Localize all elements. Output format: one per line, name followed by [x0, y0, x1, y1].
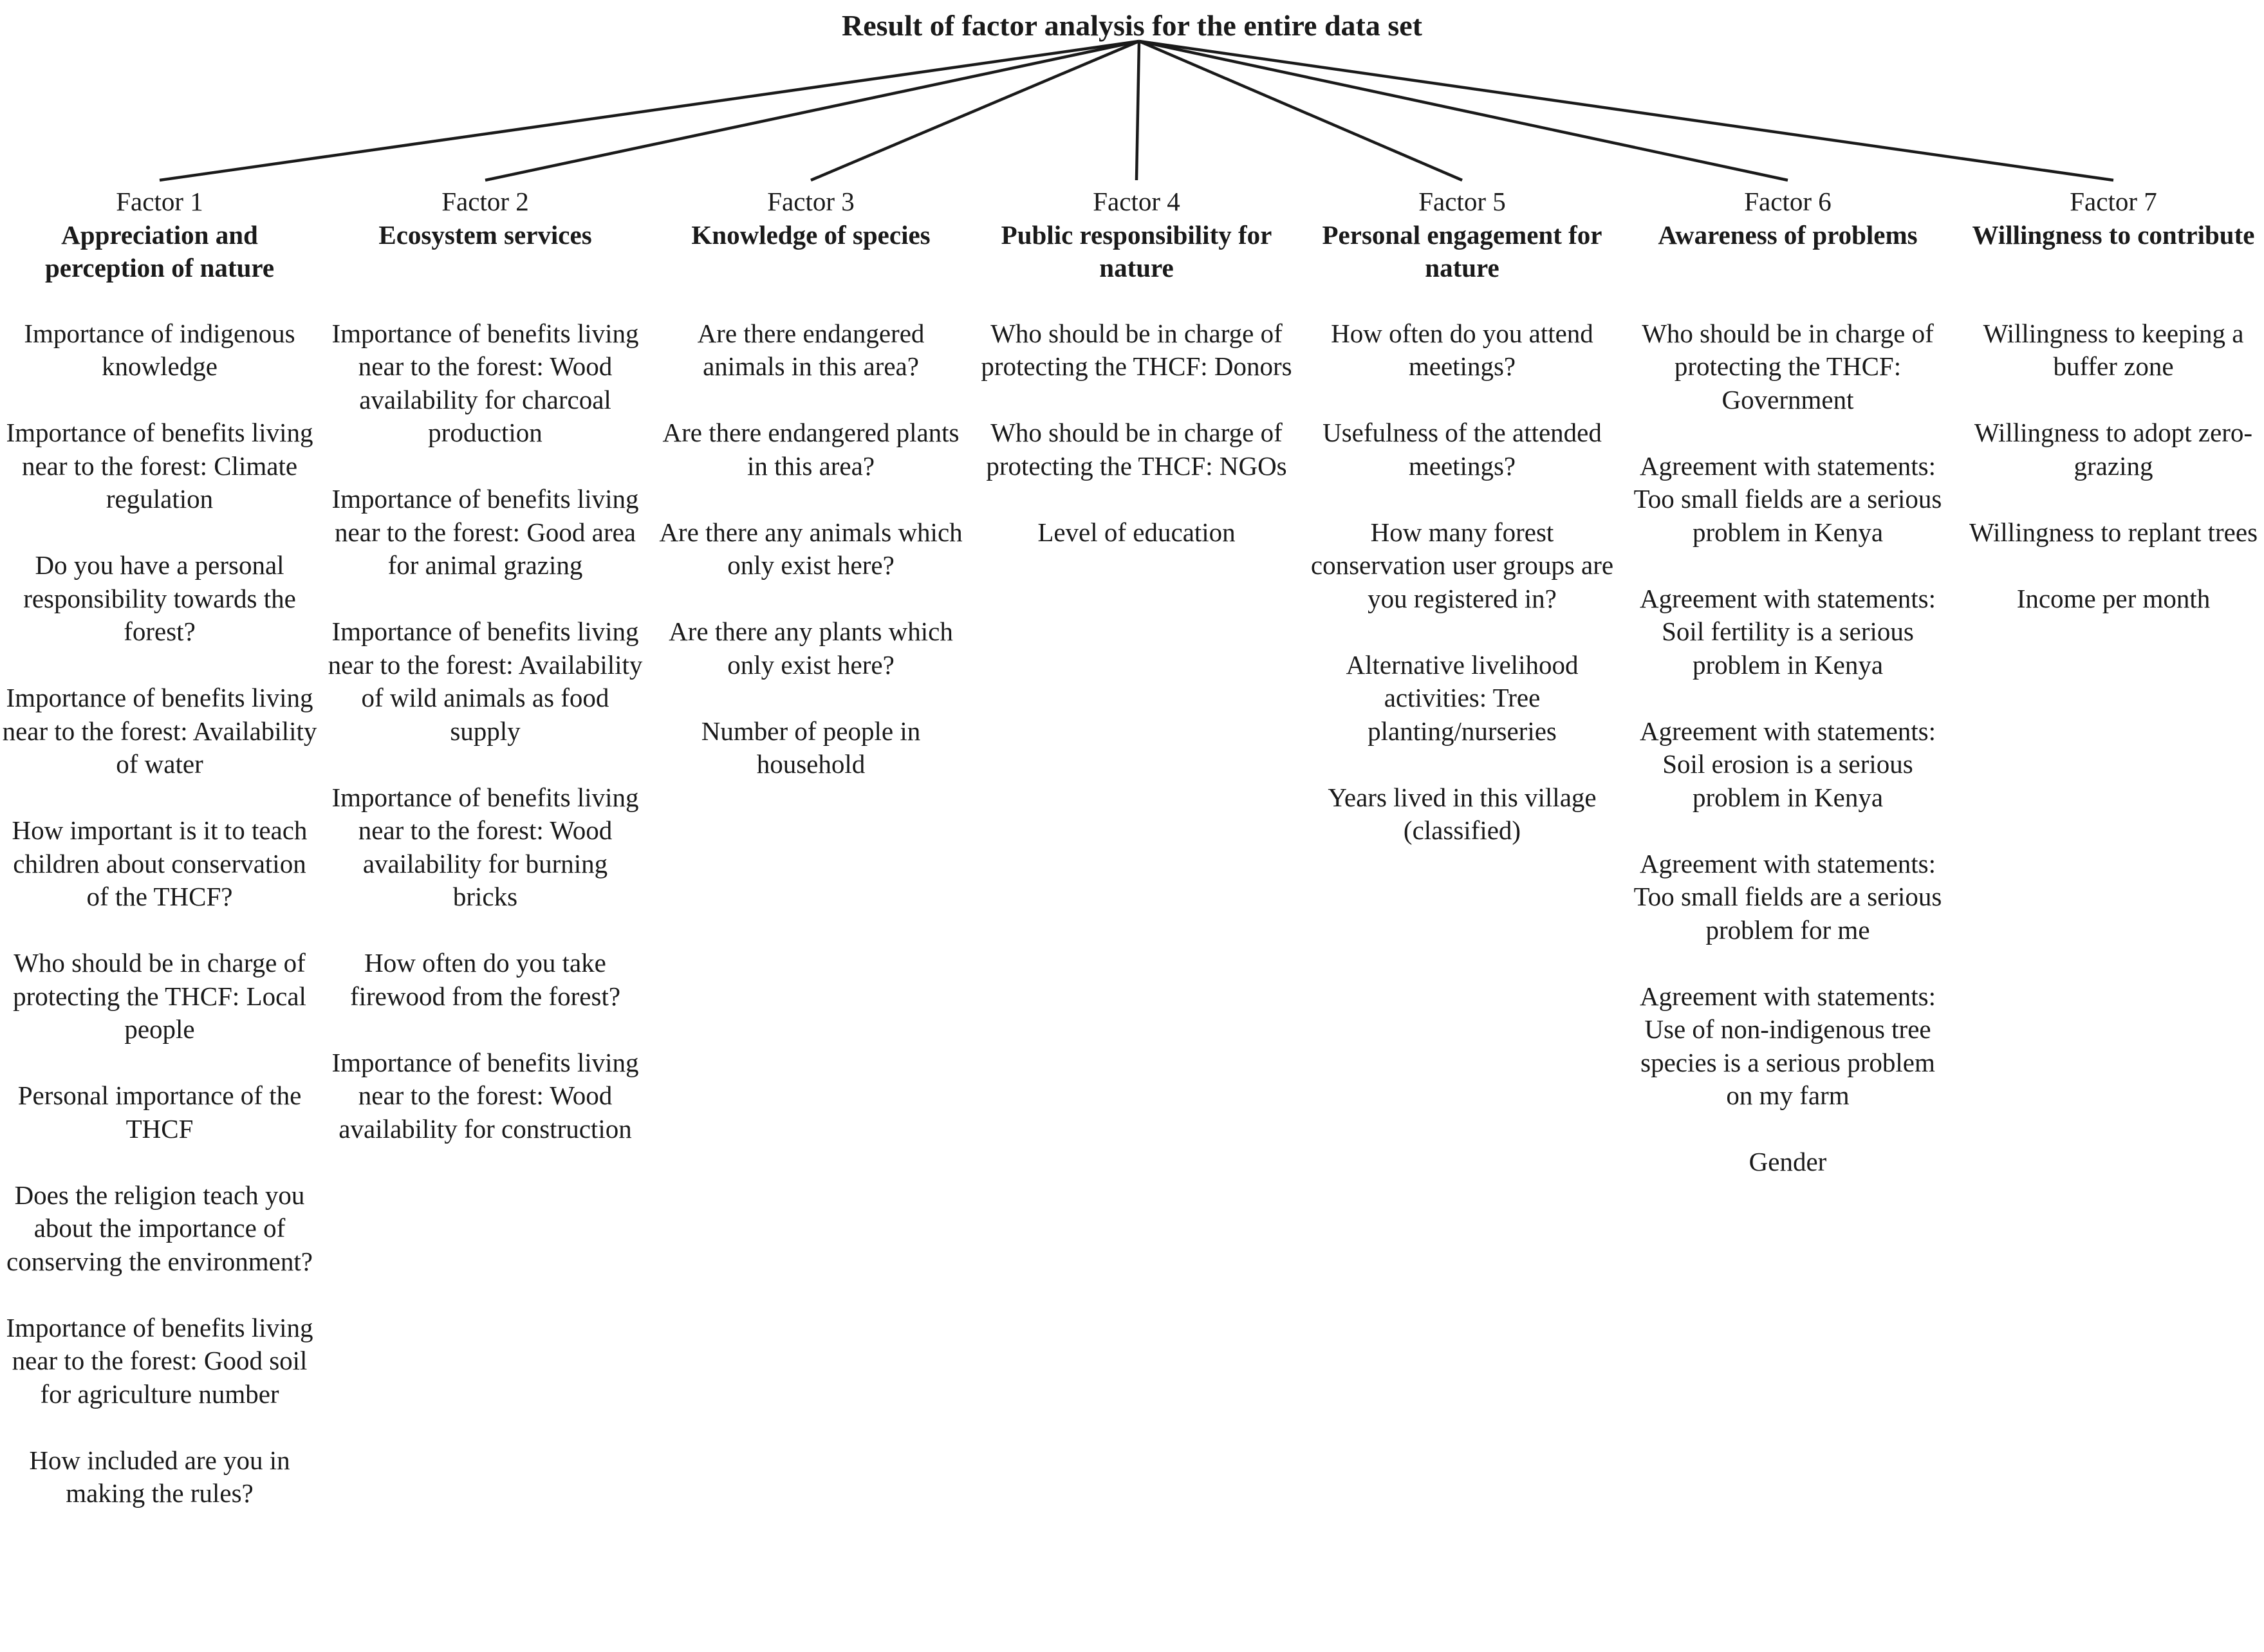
factor-item-list	[653, 317, 969, 781]
factor-item-list	[1304, 317, 1620, 848]
factor-item-list	[1956, 317, 2264, 616]
factor-item: Who should be in charge of protecting the THCF: Government	[1642, 318, 1934, 414]
factor-item: How many forest conservation user groups are you registered in?	[1310, 517, 1614, 613]
factor-item: Does the religion teach you about the importance of conserving the environment?	[6, 1180, 313, 1276]
factor-column-3	[653, 185, 969, 814]
factor-label: Factor 7	[2070, 187, 2157, 216]
factor-item: Gender	[1749, 1147, 1827, 1176]
factor-item: Willingness to keeping a buffer zone	[1983, 318, 2244, 381]
connector-line-factor-4	[1137, 41, 1139, 180]
factor-item: Years lived in this village (classified)	[1328, 782, 1597, 845]
factor-label: Factor 5	[1418, 187, 1506, 216]
factor-item: Usefulness of the attended meetings?	[1322, 418, 1602, 481]
factor-column-1	[2, 185, 317, 1543]
factor-item-list	[2, 317, 317, 1510]
factor-item: Do you have a personal responsibility towards the forest?	[23, 550, 296, 646]
factor-name: Awareness of problems	[1658, 219, 1918, 250]
factor-item-list	[328, 317, 643, 1146]
factor-item: Agreement with statements: Too small fields are a serious problem in Kenya	[1633, 450, 1942, 547]
factor-name: Appreciation and perception of nature	[44, 219, 275, 283]
factor-item: Who should be in charge of protecting the THCF: Local people	[13, 948, 306, 1044]
connector-line-factor-5	[1139, 41, 1462, 180]
factor-item: How often do you attend meetings?	[1331, 318, 1593, 381]
factor-item: Importance of benefits living near to the forest: Good area for animal grazing	[331, 484, 639, 580]
factor-column-5	[1304, 185, 1620, 880]
connector-line-factor-7	[1139, 41, 2113, 180]
connector-line-factor-3	[811, 41, 1139, 180]
factor-item: Level of education	[1037, 517, 1236, 547]
factor-label: Factor 4	[1093, 187, 1180, 216]
factor-item: Agreement with statements: Soil erosion is a serious problem in Kenya	[1640, 716, 1936, 812]
factor-item: Importance of benefits living near to the forest: Wood availability for charcoal production	[331, 318, 639, 447]
factor-item: Are there endangered plants in this area?	[662, 418, 960, 481]
factor-label: Factor 6	[1744, 187, 1832, 216]
factor-label: Factor 3	[767, 187, 855, 216]
factor-item: How important is it to teach children about conservation of the THCF?	[12, 815, 308, 911]
factor-item: Willingness to adopt zero-grazing	[1974, 418, 2253, 481]
factor-item: Are there any plants which only exist here?	[669, 617, 953, 680]
factor-item: Importance of indigenous knowledge	[24, 318, 295, 381]
factor-item: Agreement with statements: Soil fertility is a serious problem in Kenya	[1640, 583, 1936, 680]
factor-column-7	[1956, 185, 2264, 649]
factor-item: How included are you in making the rules?	[29, 1445, 290, 1508]
factor-item: Agreement with statements: Use of non-indigenous tree species is a serious problem on my farm	[1640, 981, 1936, 1110]
factor-item: Importance of benefits living near to the forest: Climate regulation	[6, 418, 313, 514]
factor-name: Public responsibility for nature	[1001, 219, 1272, 283]
factor-label: Factor 2	[441, 187, 529, 216]
factor-item: Are there endangered animals in this area?	[697, 318, 925, 381]
factor-label: Factor 1	[116, 187, 203, 216]
factor-item: Alternative livelihood activities: Tree planting/nurseries	[1346, 649, 1579, 746]
factor-item: Importance of benefits living near to the forest: Good soil for agriculture number	[6, 1312, 313, 1409]
factor-item: Willingness to replant trees	[1969, 517, 2258, 547]
connector-line-factor-2	[485, 41, 1139, 180]
factor-name: Willingness to contribute	[1972, 219, 2255, 250]
factor-item: Agreement with statements: Too small fields are a serious problem for me	[1633, 848, 1942, 945]
connector-line-factor-1	[160, 41, 1139, 180]
factor-item: Who should be in charge of protecting the THCF: Donors	[981, 318, 1292, 381]
factor-name: Personal engagement for nature	[1322, 219, 1602, 283]
factor-item: Importance of benefits living near to the forest: Availability of water	[2, 683, 317, 779]
factor-item-list	[1630, 317, 1945, 1179]
factor-item: Importance of benefits living near to the forest: Wood availability for burning bricks	[331, 782, 639, 911]
factor-item: Personal importance of the THCF	[17, 1081, 302, 1144]
factor-item: Importance of benefits living near to the forest: Availability of wild animals as food supply	[328, 617, 643, 746]
factor-column-2	[328, 185, 643, 1179]
factor-name: Knowledge of species	[691, 219, 931, 250]
factor-item: Are there any animals which only exist here?	[659, 517, 963, 580]
diagram-title: Result of factor analysis for the entire data set	[842, 9, 1422, 42]
connector-line-factor-6	[1139, 41, 1788, 180]
factor-item: Who should be in charge of protecting the THCF: NGOs	[986, 418, 1287, 481]
factor-item: How often do you take firewood from the forest?	[349, 948, 621, 1011]
factor-item: Income per month	[2016, 583, 2211, 613]
factor-item: Importance of benefits living near to the forest: Wood availability for construction	[331, 1047, 639, 1144]
factor-item-list	[979, 317, 1294, 550]
factor-column-6	[1630, 185, 1945, 1212]
factor-item: Number of people in household	[701, 716, 921, 779]
factor-name: Ecosystem services	[378, 219, 592, 250]
factor-column-4	[979, 185, 1294, 582]
